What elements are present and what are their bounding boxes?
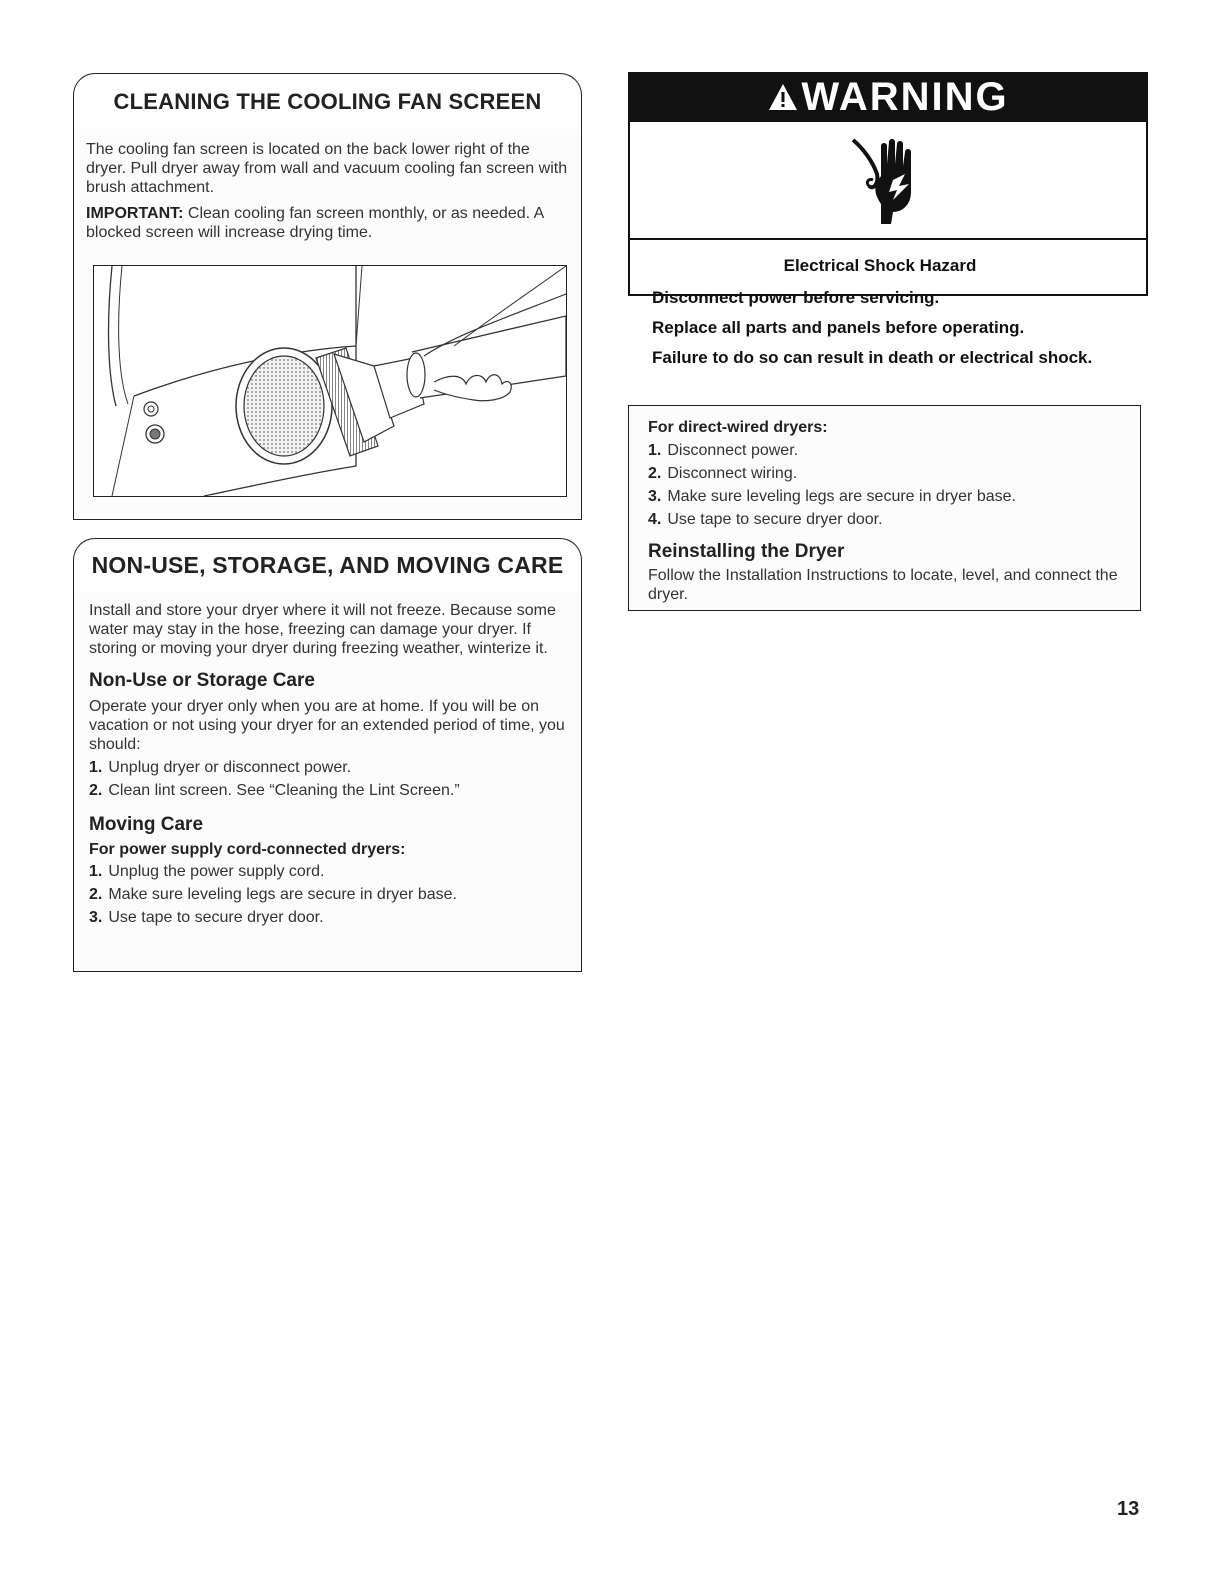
list-item: 4. Use tape to secure dryer door. bbox=[648, 511, 883, 528]
warning-line-2: Replace all parts and panels before operating. bbox=[652, 318, 1025, 337]
dryer-back-drawing bbox=[94, 266, 566, 496]
cooling-important bbox=[86, 204, 571, 242]
list-item: 2. Disconnect wiring. bbox=[648, 465, 798, 482]
page-number: 13 bbox=[1117, 1498, 1140, 1520]
list-item: 1. Disconnect power. bbox=[648, 442, 799, 459]
moving-heading: Moving Care bbox=[89, 814, 204, 835]
warning-line-1: Disconnect power before servicing. bbox=[652, 288, 940, 307]
warning-body bbox=[652, 256, 1138, 368]
moving-steps bbox=[89, 860, 571, 929]
important-label: IMPORTANT: bbox=[86, 205, 184, 222]
warning-title: WARNING bbox=[801, 74, 1009, 119]
reinstall-heading: Reinstalling the Dryer bbox=[648, 541, 845, 562]
list-item: 3. Make sure leveling legs are secure in dryer base. bbox=[648, 488, 1016, 505]
direct-wired-heading: For direct-wired dryers: bbox=[648, 419, 828, 436]
shock-icon-area bbox=[630, 122, 1146, 240]
list-item: 1. Unplug dryer or disconnect power. bbox=[89, 759, 352, 776]
nonuse-section-title: NON-USE, STORAGE, AND MOVING CARE bbox=[73, 538, 582, 592]
cooling-paragraph: The cooling fan screen is located on the back lower right of the dryer. Pull dryer away from wall and vacuum cooling fan screen with brush attachment. bbox=[86, 141, 568, 196]
storage-steps bbox=[89, 756, 571, 802]
list-item: 1. Unplug the power supply cord. bbox=[89, 863, 325, 880]
warning-line-3: Failure to do so can result in death or electrical shock. bbox=[652, 348, 1093, 367]
list-item: 3. Use tape to secure dryer door. bbox=[89, 909, 324, 926]
cooling-fan-illustration bbox=[93, 265, 567, 497]
list-item: 2. Make sure leveling legs are secure in dryer base. bbox=[89, 886, 457, 903]
nonuse-section-body bbox=[89, 601, 571, 929]
important-text: Clean cooling fan screen monthly, or as needed. A blocked screen will increase drying time. bbox=[86, 205, 544, 241]
hazard-title: Electrical Shock Hazard bbox=[783, 256, 977, 275]
direct-wired-body bbox=[648, 419, 1133, 604]
warning-header bbox=[628, 72, 1148, 122]
warning-triangle-icon bbox=[767, 82, 799, 112]
electrical-shock-hand-icon bbox=[843, 134, 933, 226]
cooling-section-body bbox=[86, 140, 571, 242]
cooling-section-title: CLEANING THE COOLING FAN SCREEN bbox=[73, 73, 582, 129]
storage-heading: Non-Use or Storage Care bbox=[89, 670, 315, 691]
direct-wired-steps bbox=[648, 439, 1133, 531]
moving-subheading: For power supply cord-connected dryers: bbox=[89, 841, 406, 858]
nonuse-intro: Install and store your dryer where it will not freeze. Because some water may stay in the hose, freezing can damage your dryer. If storing or moving your dryer during freezing weather, winterize it. bbox=[89, 602, 556, 657]
storage-text: Operate your dryer only when you are at home. If you will be on vacation or not using your dryer for an extended period of time, you should: bbox=[89, 698, 565, 753]
list-item: 2. Clean lint screen. See “Cleaning the Lint Screen.” bbox=[89, 782, 460, 799]
reinstall-text: Follow the Installation Instructions to locate, level, and connect the dryer. bbox=[648, 567, 1118, 603]
